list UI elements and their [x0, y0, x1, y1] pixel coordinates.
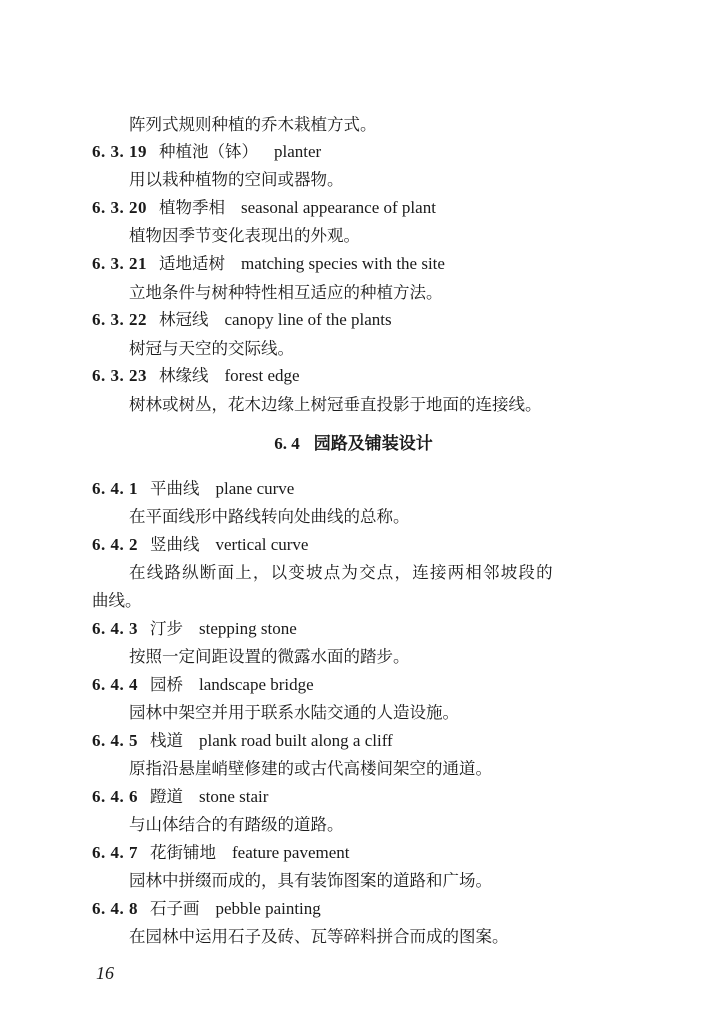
term-number: 6. 4. 3 — [92, 619, 138, 638]
term-definition-6-3-22: 树冠与天空的交际线。 — [129, 339, 294, 358]
term-chinese: 蹬道 — [150, 787, 183, 806]
term-definition-6-3-23: 树林或树丛，花木边缘上树冠垂直投影于地面的连接线。 — [129, 395, 542, 414]
section-number: 6. 4 — [274, 434, 300, 453]
page-number: 16 — [96, 963, 114, 983]
term-number: 6. 4. 4 — [92, 675, 138, 694]
term-definition-6-4-3: 按照一定间距设置的微露水面的踏步。 — [129, 647, 410, 666]
term-definition-6-4-2: 在线路纵断面上，以变坡点为交点，连接两相邻坡段的 — [129, 563, 554, 582]
term-english: canopy line of the plants — [224, 310, 392, 329]
term-english: stone stair — [199, 787, 269, 806]
term-definition-6-3-19: 用以栽种植物的空间或器物。 — [129, 170, 344, 189]
term-heading-6-3-19 — [92, 141, 321, 163]
term-chinese: 竖曲线 — [150, 535, 200, 554]
term-chinese: 园桥 — [150, 675, 183, 694]
term-heading-6-4-4 — [92, 674, 314, 696]
term-heading-6-4-3 — [92, 618, 297, 640]
term-number: 6. 4. 7 — [92, 843, 138, 862]
term-number: 6. 3. 19 — [92, 142, 147, 161]
term-number: 6. 4. 2 — [92, 535, 138, 554]
term-number: 6. 3. 21 — [92, 254, 147, 273]
term-heading-6-3-22 — [92, 309, 392, 331]
term-chinese: 栈道 — [150, 731, 183, 750]
term-definition-6-3-21: 立地条件与树种特性相互适应的种植方法。 — [129, 283, 443, 302]
term-definition-continuation: 曲线。 — [92, 591, 142, 610]
term-english: plank road built along a cliff — [199, 731, 393, 750]
term-definition-6-4-5: 原指沿悬崖峭壁修建的或古代高楼间架空的通道。 — [129, 759, 492, 778]
term-chinese: 花街铺地 — [150, 843, 216, 862]
term-number: 6. 3. 23 — [92, 366, 147, 385]
term-definition-6-4-8: 在园林中运用石子及砖、瓦等碎料拼合而成的图案。 — [129, 927, 509, 946]
term-heading-6-4-8 — [92, 898, 321, 920]
term-number: 6. 4. 6 — [92, 787, 138, 806]
term-heading-6-4-7 — [92, 842, 350, 864]
term-english: stepping stone — [199, 619, 297, 638]
term-chinese: 植物季相 — [159, 198, 225, 217]
term-chinese: 适地适树 — [159, 254, 225, 273]
term-chinese: 种植池（钵） — [159, 142, 258, 161]
term-chinese: 汀步 — [150, 619, 183, 638]
term-english: forest edge — [224, 366, 300, 385]
term-heading-6-4-6 — [92, 786, 268, 808]
term-heading-6-4-2 — [92, 534, 308, 556]
term-chinese: 石子画 — [150, 899, 200, 918]
term-heading-6-4-5 — [92, 730, 393, 752]
term-chinese: 平曲线 — [150, 479, 200, 498]
term-definition-6-4-1: 在平面线形中路线转向处曲线的总称。 — [129, 507, 410, 526]
term-english: seasonal appearance of plant — [241, 198, 436, 217]
term-heading-6-3-20 — [92, 197, 436, 219]
term-number: 6. 4. 8 — [92, 899, 138, 918]
term-english: pebble painting — [215, 899, 321, 918]
term-heading-6-3-23 — [92, 365, 300, 387]
term-number: 6. 3. 22 — [92, 310, 147, 329]
term-english: feature pavement — [232, 843, 350, 862]
term-english: landscape bridge — [199, 675, 314, 694]
term-definition-6-4-4: 园林中架空并用于联系水陆交通的人造设施。 — [129, 703, 459, 722]
term-definition-6-4-6: 与山体结合的有踏级的道路。 — [129, 815, 344, 834]
section-title: 园路及铺装设计 — [313, 434, 433, 454]
continuation-text: 阵列式规则种植的乔木栽植方式。 — [129, 115, 377, 134]
term-heading-6-4-1 — [92, 478, 294, 500]
term-english: plane curve — [215, 479, 295, 498]
section-heading — [0, 433, 707, 455]
term-english: vertical curve — [215, 535, 309, 554]
term-chinese: 林缘线 — [159, 366, 209, 385]
term-english: planter — [274, 142, 322, 161]
term-number: 6. 4. 5 — [92, 731, 138, 750]
term-heading-6-3-21 — [92, 253, 445, 275]
term-english: matching species with the site — [241, 254, 445, 273]
term-number: 6. 4. 1 — [92, 479, 138, 498]
term-definition-6-3-20: 植物因季节变化表现出的外观。 — [129, 226, 360, 245]
term-definition-6-4-7: 园林中拼缀而成的，具有装饰图案的道路和广场。 — [129, 871, 492, 890]
term-number: 6. 3. 20 — [92, 198, 147, 217]
term-chinese: 林冠线 — [159, 310, 209, 329]
